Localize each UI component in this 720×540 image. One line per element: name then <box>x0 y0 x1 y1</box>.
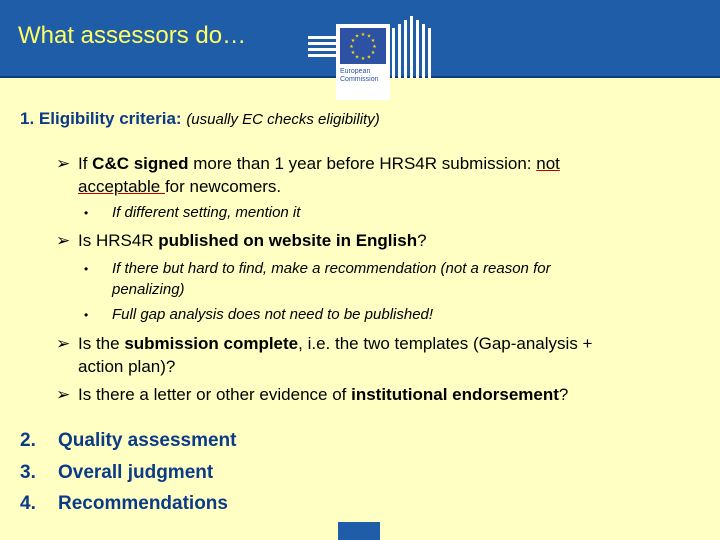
item-published: ➢ Is HRS4R published on website in English? <box>56 231 427 250</box>
page-title: What assessors do… <box>18 22 247 49</box>
arrow-icon: ➢ <box>56 334 71 353</box>
item-endorsement: ➢ Is there a letter or other evidence of institutional endorsement? <box>56 385 569 404</box>
svg-text:★: ★ <box>350 50 356 56</box>
footer-block <box>338 522 380 540</box>
numbered-item-judgment: 3. Overall judgment <box>20 462 214 483</box>
bullet-hard-to-find-line2: penalizing) <box>112 281 185 298</box>
item-cc-signed: ➢ If C&C signed more than 1 year before HRS4R submission: not <box>56 154 560 173</box>
svg-text:★: ★ <box>354 33 360 40</box>
section-1-number: 1. <box>20 109 35 128</box>
svg-text:★: ★ <box>354 54 360 61</box>
svg-text:★: ★ <box>366 33 372 40</box>
arrow-icon: ➢ <box>56 385 71 404</box>
svg-text:★: ★ <box>349 44 354 50</box>
item-submission-complete-line2: action plan)? <box>78 357 176 376</box>
svg-text:★: ★ <box>366 54 372 61</box>
svg-text:★: ★ <box>360 56 366 62</box>
bullet-icon: • <box>84 206 89 220</box>
svg-text:★: ★ <box>360 32 366 38</box>
item-submission-complete: ➢ Is the submission complete, i.e. the two templates (Gap-analysis + <box>56 334 593 353</box>
bullet-icon: • <box>84 262 89 276</box>
bullet-different-setting: • If different setting, mention it <box>84 204 301 221</box>
item-cc-signed-line2: acceptable for newcomers. <box>78 177 282 196</box>
arrow-icon: ➢ <box>56 231 71 250</box>
svg-text:★: ★ <box>370 50 376 56</box>
numbered-item-quality: 2. Quality assessment <box>20 430 237 451</box>
bullet-gap-analysis: • Full gap analysis does not need to be published! <box>84 306 434 323</box>
svg-text:★: ★ <box>372 44 377 50</box>
section-1-heading <box>20 109 380 129</box>
section-1-label: Eligibility criteria: <box>38 109 182 128</box>
logo-text: European Commission <box>340 68 379 83</box>
bullet-icon: • <box>84 308 89 322</box>
section-1-note: (usually EC checks eligibility) <box>186 111 380 128</box>
bullet-hard-to-find: • If there but hard to find, make a recommendation (not a reason for <box>84 260 551 277</box>
arrow-icon: ➢ <box>56 154 71 173</box>
svg-text:★: ★ <box>350 38 356 44</box>
svg-text:★: ★ <box>370 38 376 44</box>
numbered-item-recommendations: 4. Recommendations <box>20 493 228 514</box>
